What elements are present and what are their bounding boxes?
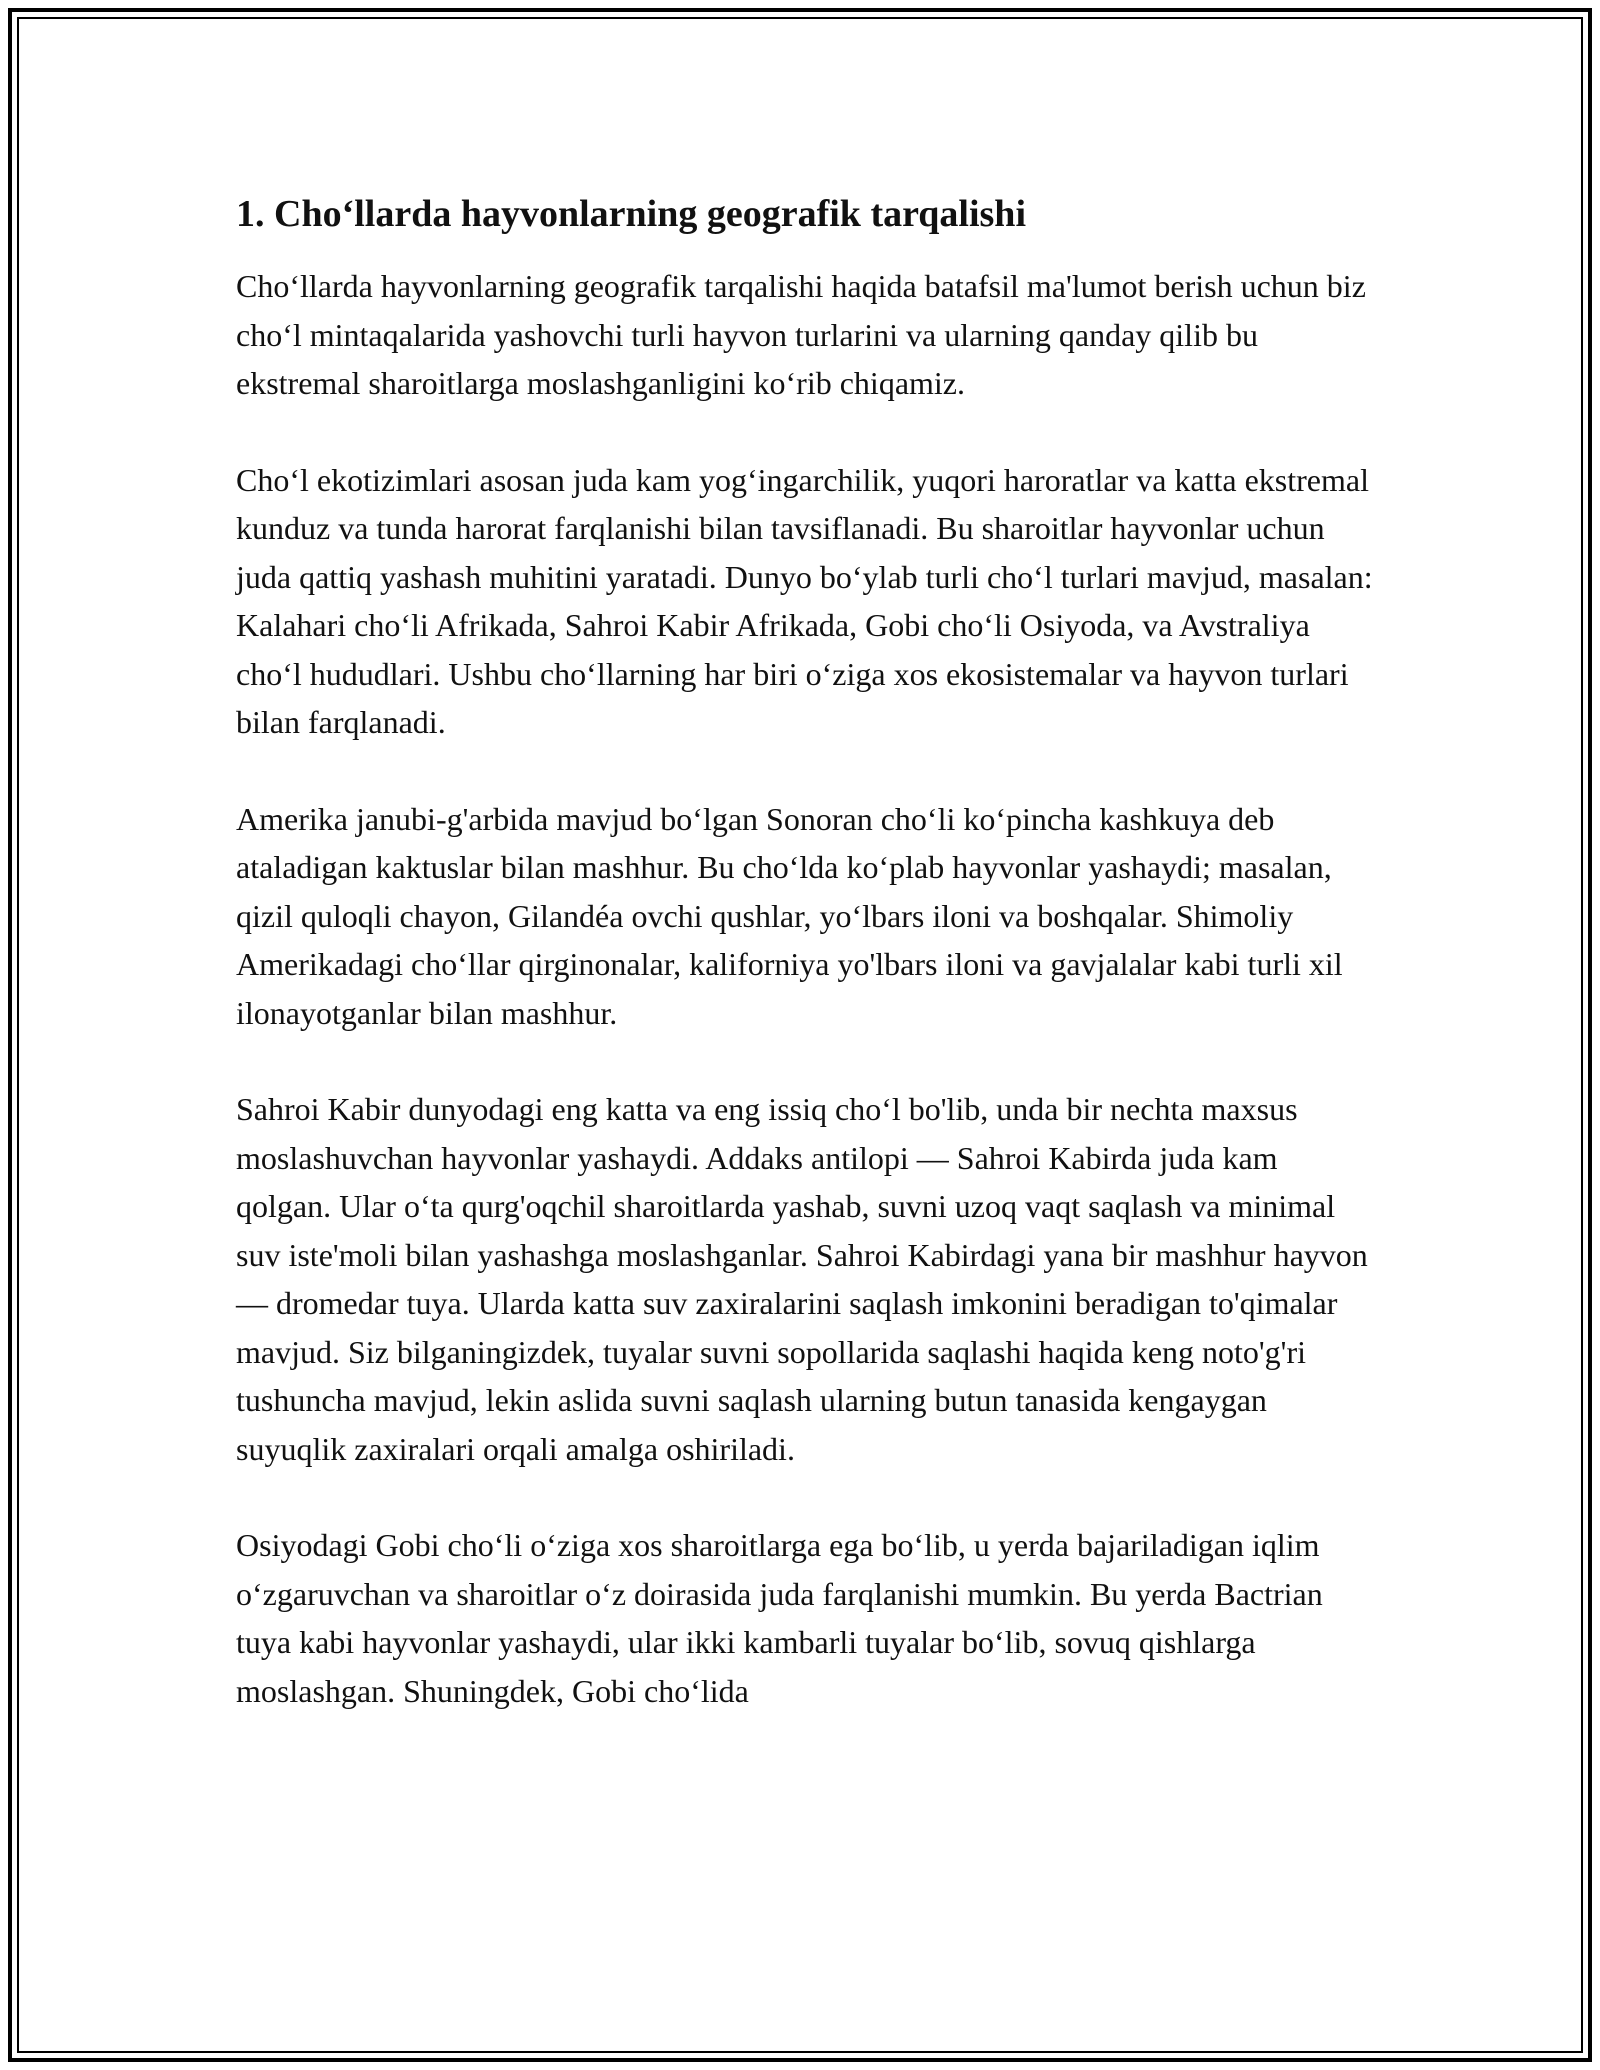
paragraph-sonoran: Amerika janubi-g'arbida mavjud bo‘lgan Sonoran cho‘li ko‘pincha kashkuya deb ataladigan kaktuslar bilan mashhur. Bu cho‘lda ko‘plab hayvonlar yashaydi; masalan, qizil quloqli chayon, Gilandéa ovchi qushlar, yo‘lbars iloni va boshqalar. Shimoliy Amerikadagi cho‘llar qirginonalar, kaliforniya yo'lbars iloni va gavjalalar kabi turli xil ilonayotganlar bilan mashhur. [236,800,1343,1031]
paragraph-sahara: Sahroi Kabir dunyodagi eng katta va eng issiq cho‘l bo'lib, unda bir nechta maxsus moslashuvchan hayvonlar yashaydi. Addaks antilopi — Sahroi Kabirda juda kam qolgan. Ular o‘ta qurg'oqchil sharoitlarda yashab, suvni uzoq vaqt saqlash va minimal suv iste'moli bilan yashashga moslashganlar. Sahroi Kabirdagi yana bir mashhur hayvon — dromedar tuya. Ularda katta suv zaxiralarini saqlash imkonini beradigan to'qimalar mavjud. Siz bilganingizdek, tuyalar suvni sopollarida saqlashi haqida keng noto'g'ri tushuncha mavjud, lekin aslida suvni saqlash ularning butun tanasida kengaygan suyuqlik zaxiralari orqali amalga oshiriladi. [236,1091,1368,1467]
section-heading: 1. Cho‘llarda hayvonlarning geografik tarqalishi [236,193,1027,235]
paragraph-ecosystems: Cho‘l ekotizimlari asosan juda kam yog‘ingarchilik, yuqori haroratlar va katta ekstremal kunduz va tunda harorat farqlanishi bilan tavsiflanadi. Bu sharoitlar hayvonlar uchun juda qattiq yashash muhitini yaratadi. Dunyo bo‘ylab turli cho‘l turlari mavjud, masalan: Kalahari cho‘li Afrikada, Sahroi Kabir Afrikada, Gobi cho‘li Osiyoda, va Avstraliya cho‘l hududlari. Ushbu cho‘llarning har biri o‘ziga xos ekosistemalar va hayvon turlari bilan farqlanadi. [236,461,1373,740]
document-body [236,188,1376,1763]
paragraph-intro: Cho‘llarda hayvonlarning geografik tarqalishi haqida batafsil ma'lumot berish uchun biz cho‘l mintaqalarida yashovchi turli hayvon turlarini va ularning qanday qilib bu ekstremal sharoitlarga moslashganligini ko‘rib chiqamiz. [236,268,1366,401]
paragraph-gobi: Osiyodagi Gobi cho‘li o‘ziga xos sharoitlarga ega bo‘lib, u yerda bajariladigan iqlim o‘zgaruvchan va sharoitlar o‘z doirasida juda farqlanishi mumkin. Bu yerda Bactrian tuya kabi hayvonlar yashaydi, ular ikki kambarli tuyalar bo‘lib, sovuq qishlarga moslashgan. Shuningdek, Gobi cho‘lida [236,1527,1323,1709]
